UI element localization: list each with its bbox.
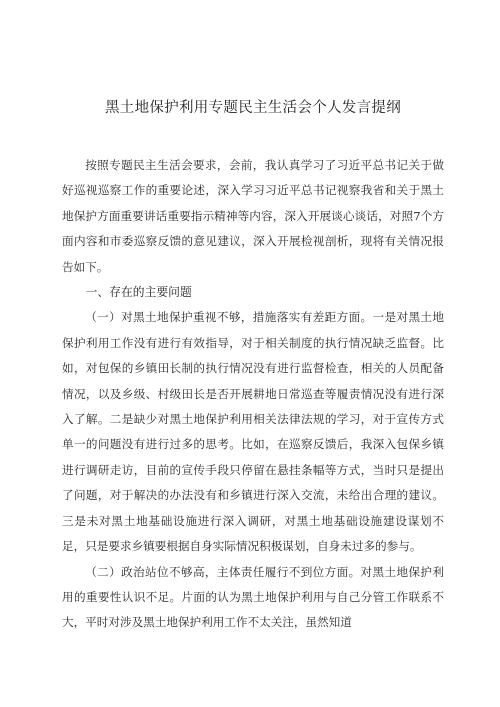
body-paragraph: （二）政治站位不够高，主体责任履行不到位方面。对黑土地保护利用的重要性认识不足。片面的认为黑土地保护利用与自己分管工作联系不大，平时对涉及黑土地保护利用工作不太关注，虽然知道 — [62, 564, 444, 630]
section-heading-problems: 一、存在的主要问题 — [85, 285, 192, 300]
body-paragraph: （一）对黑土地保护重视不够，措施落实有差距方面。一是对黑土地保护利用工作没有进行有效指导，对于相关制度的执行情况缺乏监督。比如，对包保的乡镇田长制的执行情况没有进行监督检查，相关的人员配备情况，以及乡级、村级田长是否开展耕地日常巡查等履责情况没有进行深入了解。二是缺少对黑土地保护利用相关法律法规的学习，对于宣传方式单一的问题没有进行过多的思考。比如，在巡察反馈后，我深入包保乡镇进行调研走访，目前的宣传手段只停留在悬挂条幅等方式，当时只是提出了问题，对于解决的办法没有和乡镇进行深入交流，未给出合理的建议。三是未对黑土地基础设施进行深入调研，对黑土地基础设施建设谋划不足，只是要求乡镇要根据自身实际情况积极谋划，自身未过多的参与。 — [62, 310, 444, 554]
intro-paragraph: 按照专题民主生活会要求，会前，我认真学习了习近平总书记关于做好巡视巡察工作的重要论述，深入学习习近平总书记视察我省和关于黑土地保护方面重要讲话重要指示精神等内容，深入开展谈心谈话，对照7个方面内容和市委巡察反馈的意见建议，深入开展检视剖析，现将有关情况报告如下。 — [62, 158, 444, 274]
document-title: 黑土地保护利用专题民主生活会个人发言提纲 — [105, 100, 401, 116]
